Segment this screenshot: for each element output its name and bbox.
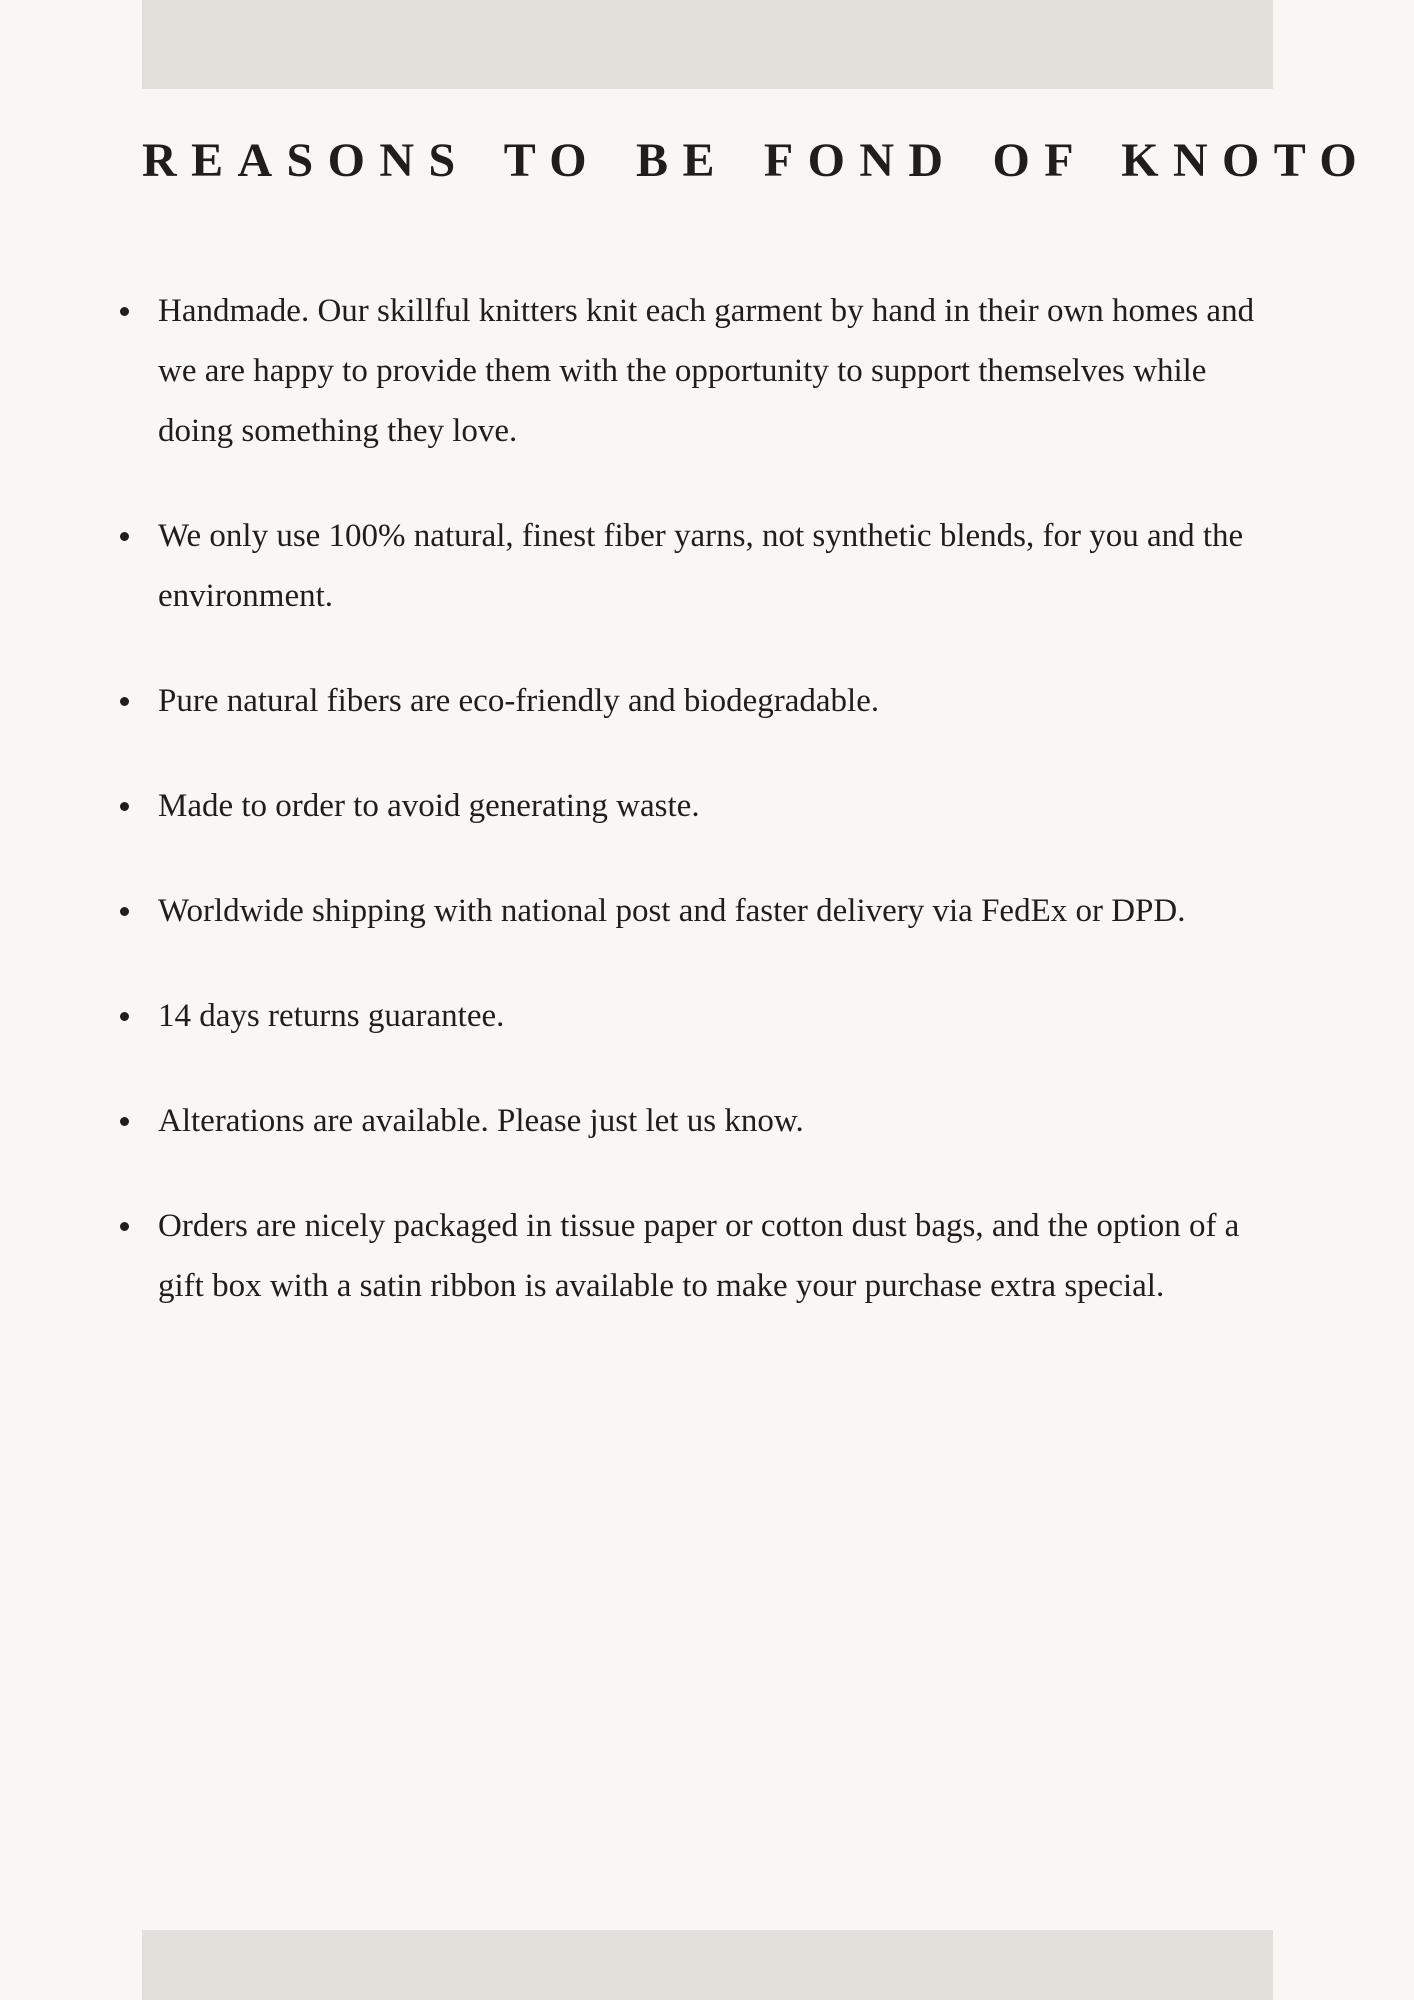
list-item — [158, 1091, 1273, 1151]
bullet-dot-icon — [120, 1222, 129, 1231]
list-item-text: Made to order to avoid generating waste. — [158, 788, 700, 824]
reasons-list — [142, 281, 1273, 1316]
list-item — [158, 506, 1273, 626]
list-item — [158, 986, 1273, 1046]
bullet-dot-icon — [120, 697, 129, 706]
bullet-dot-icon — [120, 307, 129, 316]
list-item-text: Alterations are available. Please just let us know. — [158, 1103, 804, 1139]
bullet-dot-icon — [120, 802, 129, 811]
list-item-text: Pure natural fibers are eco-friendly and biodegradable. — [158, 683, 880, 719]
bullet-dot-icon — [120, 532, 129, 541]
list-item — [158, 1196, 1273, 1316]
bullet-dot-icon — [120, 907, 129, 916]
list-item — [158, 776, 1273, 836]
page-title: REASONS TO BE FOND OF KNOTO — [142, 134, 1372, 187]
list-item-text: Worldwide shipping with national post and faster delivery via FedEx or DPD. — [158, 893, 1186, 929]
bullet-dot-icon — [120, 1012, 129, 1021]
list-item-text: Handmade. Our skillful knitters knit each garment by hand in their own homes and we are happy to provide them with the opportunity to support themselves while doing something they love. — [158, 293, 1255, 449]
list-item — [158, 281, 1273, 461]
list-item-text: We only use 100% natural, finest fiber yarns, not synthetic blends, for you and the environment. — [158, 518, 1244, 614]
list-item — [158, 671, 1273, 731]
top-decorative-band — [142, 0, 1273, 89]
bullet-dot-icon — [120, 1117, 129, 1126]
bottom-decorative-band — [142, 1930, 1273, 2000]
list-item — [158, 881, 1273, 941]
list-item-text: Orders are nicely packaged in tissue paper or cotton dust bags, and the option of a gift box with a satin ribbon is available to make your purchase extra special. — [158, 1208, 1240, 1304]
list-item-text: 14 days returns guarantee. — [158, 998, 505, 1034]
